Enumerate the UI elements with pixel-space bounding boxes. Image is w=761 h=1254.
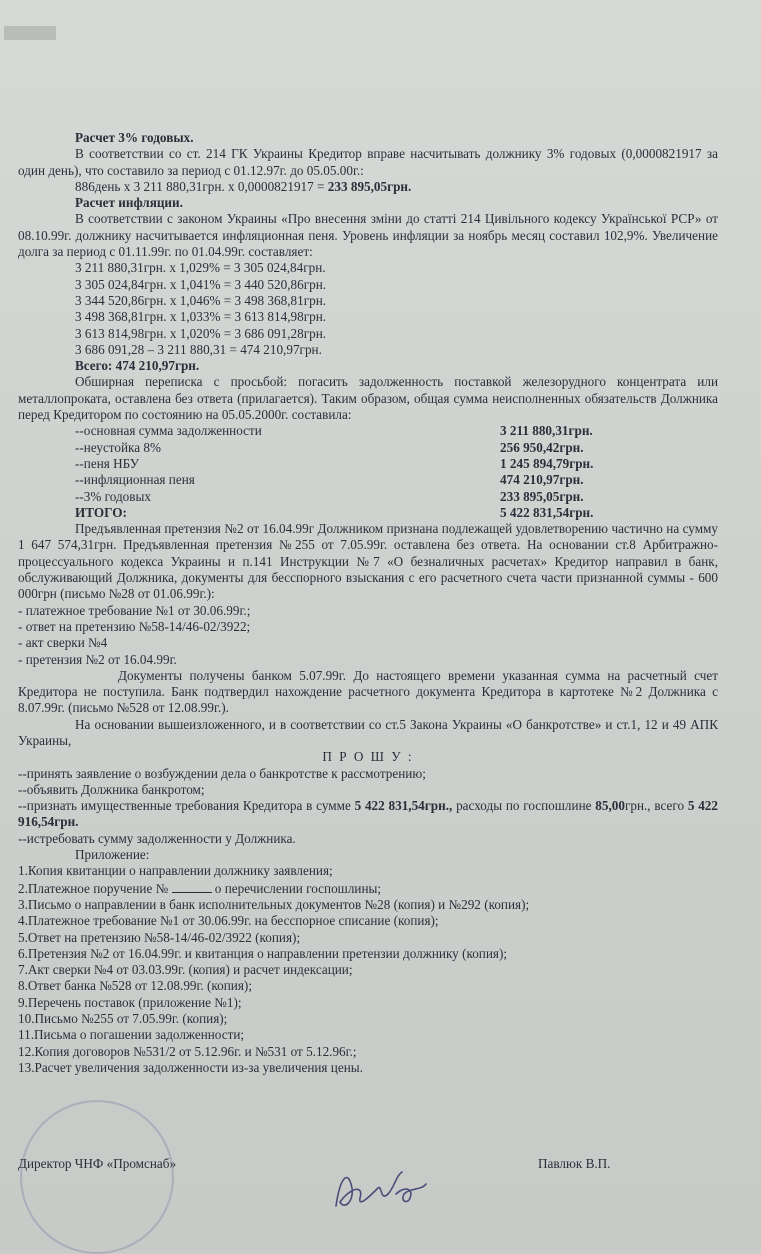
- basis-paragraph: На основании вышеизложенного, и в соответствии со ст.5 Закона Украины «О банкротстве» и ст.1, 12 и 49 АПК Украины,: [18, 716, 718, 748]
- debt-amount: 256 950,42грн.: [500, 439, 584, 455]
- debt-label: --неустойка 8%: [75, 439, 161, 455]
- attachment-item: 12.Копия договоров №531/2 от 5.12.96г. и №531 от 5.12.96г.;: [18, 1043, 357, 1059]
- signatory-name: Павлюк В.П.: [538, 1156, 611, 1171]
- request-claims-mid: расходы по госпошлине: [452, 798, 596, 814]
- total-amount: 5 422 831,54грн.: [500, 504, 594, 520]
- debt-row: [18, 440, 718, 456]
- request-claims-sum: 5 422 831,54грн.,: [354, 798, 453, 814]
- inflation-calc-line: 3 613 814,98грн. х 1,020% = 3 686 091,28грн.: [75, 325, 327, 341]
- request-item: --принять заявление о возбуждении дела о банкротстве к рассмотрению;: [18, 765, 426, 781]
- attachment-a2-prefix: 2.Платежное поручение №: [18, 880, 169, 896]
- request-claims-fee: 85,00: [595, 798, 625, 814]
- debt-amount: 474 210,97грн.: [500, 472, 584, 488]
- scan-corner-label: [4, 26, 56, 40]
- request-title: П Р О Ш У :: [322, 749, 414, 765]
- debt-row: [18, 489, 718, 505]
- docs-sent-item: - акт сверки №4: [18, 635, 108, 651]
- debt-label: --основная сумма задолженности: [75, 423, 262, 439]
- total-label: ИТОГО:: [75, 504, 127, 520]
- inflation-calc-line: 3 305 024,84грн. х 1,041% = 3 440 520,86грн.: [75, 276, 327, 292]
- inflation-calc-line: 3 686 091,28 – 3 211 880,31 = 474 210,97грн.: [75, 341, 322, 357]
- inflation-calc-line: 3 211 880,31грн. х 1,029% = 3 305 024,84грн.: [75, 260, 326, 276]
- attachment-item: 1.Копия квитанции о направлении должнику заявления;: [18, 863, 333, 879]
- correspondence-paragraph: Обширная переписка с просьбой: погасить задолженность поставкой железорудного концентрата или металлопроката, оставлена без ответа (прилагается). Таким образом, общая сумма неисполненных обязательств Должника перед Кредитором по состоянию на 05.05.2000г. составила:: [18, 374, 718, 423]
- request-item: --объявить Должника банкротом;: [18, 781, 205, 797]
- request-claims-total: 5 422 916,54грн.: [18, 798, 718, 830]
- attachment-item: 11.Письма о погашении задолженности;: [18, 1027, 245, 1043]
- request-claims-mid2: грн., всего: [624, 798, 688, 814]
- section2-title: Расчет инфляции.: [75, 195, 183, 211]
- section2-paragraph: В соответствии с законом Украины «Про внесення зміни до статті 214 Цивільного кодексу Української РСР» от 08.10.99г. должнику насчитывается инфляционная пеня. Уровень инфляции за ноябрь месяц составил 102,9%. Увеличение долга за период с 01.11.99г. по 01.04.99г. составляет:: [18, 211, 718, 260]
- attachment-item: 10.Письмо №255 от 7.05.99г. (копия);: [18, 1011, 228, 1027]
- attachment-item: 6.Претензия №2 от 16.04.99г. и квитанция о направлении претензии должнику (копия);: [18, 945, 508, 961]
- blank-line: [172, 880, 212, 893]
- claim-paragraph: Предъявленная претензия №2 от 16.04.99г Должником признана подлежащей удовлетворению частично на сумму 1 647 574,31грн. Предъявленная претензия №255 от 7.05.99г. оставлена без ответа. На основании ст.8 Арбитражно-процессуального кодекса Украины и п.141 Инструкции №7 «О безналичных расчетах» Кредитор направил в банк, обслуживающий Должника, документы для бесспорного взыскания с его расчетного счета части признанной суммы - 600 000грн (письмо №28 от 01.06.99г.):: [18, 521, 718, 602]
- document-body: [18, 130, 718, 1076]
- attachment-item: 5.Ответ на претензию №58-14/46-02/3922 (копия);: [18, 929, 301, 945]
- section1-paragraph: В соответствии со ст. 214 ГК Украины Кредитор вправе насчитывать должнику 3% годовых (0,0000821917 за один день), что составило за период с 01.12.97г. до 05.05.00г.:: [18, 146, 718, 178]
- debt-label: --инфляционная пеня: [75, 472, 195, 488]
- section1-calc-result: 233 895,05грн.: [327, 178, 412, 194]
- debt-label: --пеня НБУ: [75, 455, 140, 471]
- debt-row: [18, 423, 718, 439]
- attachment-item: 4.Платежное требование №1 от 30.06.99г. на бесспорное списание (копия);: [18, 913, 439, 929]
- debt-amount: 1 245 894,79грн.: [500, 455, 594, 471]
- debt-label: --3% годовых: [75, 488, 151, 504]
- docs-sent-item: - претензия №2 от 16.04.99г.: [18, 651, 177, 667]
- attachment-a2-suffix: о перечислении госпошлины;: [211, 880, 382, 896]
- inflation-total: Всего: 474 210,97грн.: [75, 358, 200, 374]
- request-item: --истребовать сумму задолженности у Должника.: [18, 830, 296, 846]
- debt-row: [18, 456, 718, 472]
- debt-amount: 3 211 880,31грн.: [500, 423, 593, 439]
- debt-amount: 233 895,05грн.: [500, 488, 584, 504]
- attachment-item: 9.Перечень поставок (приложение №1);: [18, 994, 242, 1010]
- attachment-item: [18, 880, 718, 897]
- section1-calc: [18, 179, 718, 195]
- docs-sent-item: - ответ на претензию №58-14/46-02/3922;: [18, 618, 251, 634]
- attachments-title: Приложение:: [75, 847, 150, 863]
- debt-row: [18, 472, 718, 488]
- signature-block: [18, 1150, 718, 1210]
- request-item-claims: [18, 798, 718, 831]
- docs-sent-item: - платежное требование №1 от 30.06.99г.;: [18, 602, 251, 618]
- bank-paragraph: Документы получены банком 5.07.99г. До настоящего времени указанная сумма на расчетный счет Кредитора не поступила. Банк подтвердил нахождение расчетного документа Кредитора в картотеке №2 Должника с 8.07.99г. (письмо №528 от 12.08.99г.).: [18, 667, 718, 716]
- attachment-item: 3.Письмо о направлении в банк исполнительных документов №28 (копия) и №292 (копия);: [18, 896, 530, 912]
- signatory-position: Директор ЧНФ «Промснаб»: [18, 1156, 177, 1171]
- request-claims-prefix: --признать имущественные требования Кредитора в сумме: [18, 798, 355, 814]
- total-row: [18, 505, 718, 521]
- inflation-calc-line: 3 344 520,86грн. х 1,046% = 3 498 368,81грн.: [75, 292, 327, 308]
- section1-calc-prefix: 886день х 3 211 880,31грн. х 0,0000821917 =: [75, 178, 328, 194]
- attachment-item: 7.Акт сверки №4 от 03.03.99г. (копия) и расчет индексации;: [18, 962, 353, 978]
- attachment-item: 8.Ответ банка №528 от 12.08.99г. (копия);: [18, 978, 252, 994]
- attachment-item: 13.Расчет увеличения задолженности из-за увеличения цены.: [18, 1059, 363, 1075]
- section1-title: Расчет 3% годовых.: [75, 130, 194, 145]
- inflation-calc-line: 3 498 368,81грн. х 1,033% = 3 613 814,98грн.: [75, 309, 327, 325]
